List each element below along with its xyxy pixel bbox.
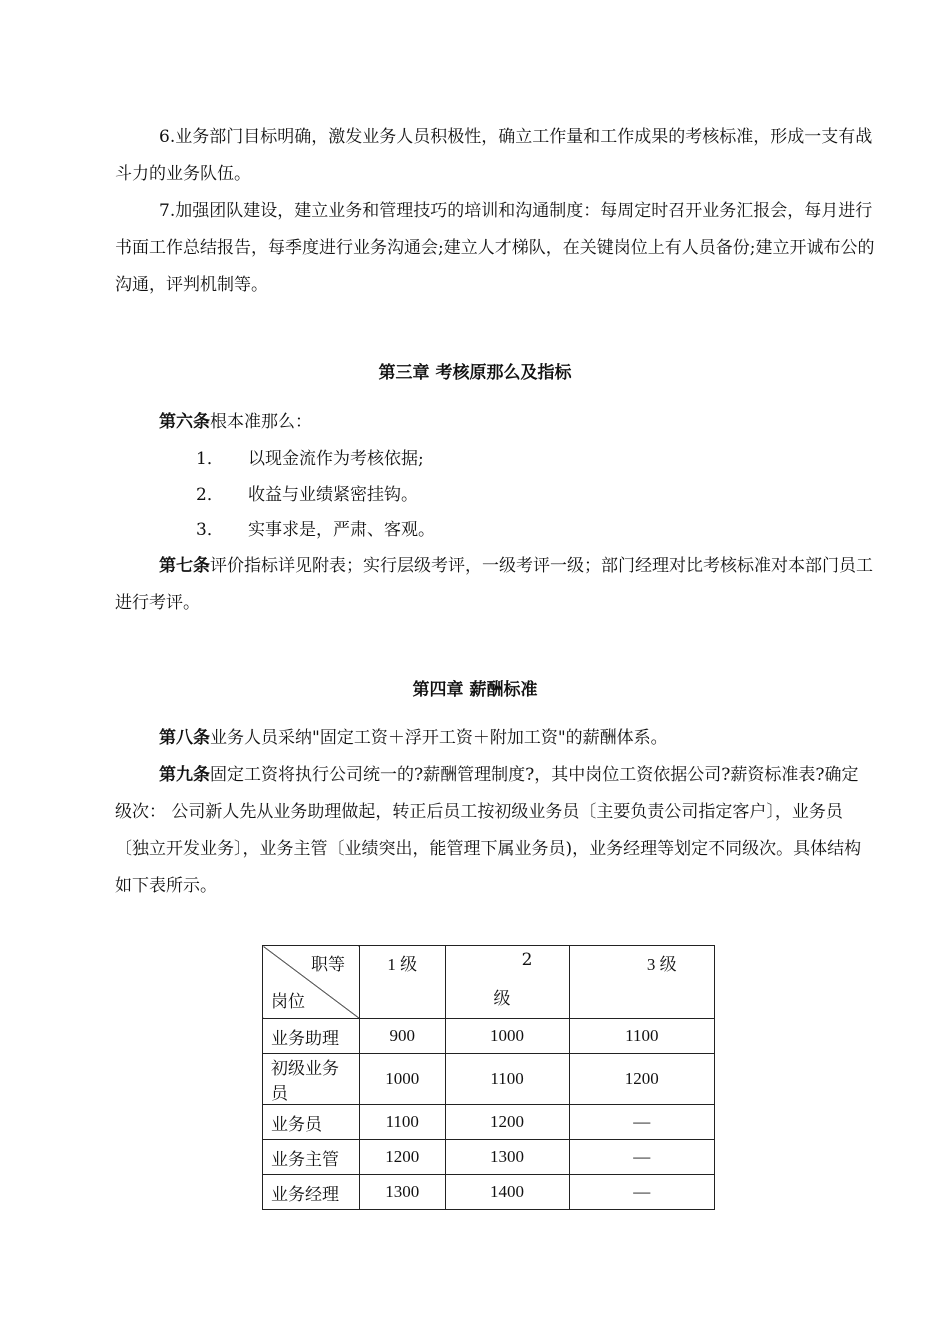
paragraph-6: 6.业务部门目标明确，激发业务人员积极性，确立工作量和工作成果的考核标准，形成一支有战斗力的业务队伍。 [115, 127, 873, 184]
header-grade-3: 3 级 [569, 946, 714, 1019]
article-6-label: 第六条 [159, 412, 210, 432]
table-row: 业务经理 1300 1400 — [263, 1175, 715, 1210]
article-7-text: 评价指标详见附表；实行层级考评，一级考评一级；部门经理对比考核标准对本部门员工进行考评。 [115, 556, 873, 613]
header-grade-2: 2 级 [445, 946, 569, 1019]
table-corner-cell [263, 946, 360, 1019]
chapter-4-heading: 第四章 薪酬标准 [412, 680, 538, 700]
article-6-text: 根本准那么： [210, 412, 312, 432]
article-8-text: 业务人员采纳"固定工资＋浮开工资＋附加工资"的薪酬体系。 [210, 728, 668, 748]
article-6 [115, 404, 875, 441]
corner-grade-label: 职等 [311, 955, 345, 975]
article-7-label: 第七条 [159, 556, 210, 576]
table-header-row [263, 946, 715, 1019]
list-item: 2． 收益与业绩紧密挂钩。 [196, 485, 418, 505]
article-9-label: 第九条 [159, 765, 210, 785]
article-8 [115, 720, 875, 757]
chapter-3-heading: 第三章 考核原那么及指标 [378, 363, 572, 383]
header-grade-1: 1 级 [360, 946, 446, 1019]
article-9 [115, 757, 875, 905]
paragraph-7: 7.加强团队建设，建立业务和管理技巧的培训和沟通制度：每周定时召开业务汇报会，每月进行书面工作总结报告，每季度进行业务沟通会;建立人才梯队，在关键岗位上有人员备份;建立开诚布公的沟通，评判机制等。 [115, 201, 875, 295]
corner-post-label: 岗位 [271, 992, 305, 1012]
article-7 [115, 548, 875, 622]
table-row: 业务主管 1200 1300 — [263, 1140, 715, 1175]
table-row: 业务助理 900 1000 1100 [263, 1019, 715, 1054]
article-9-text: 固定工资将执行公司统一的?薪酬管理制度?，其中岗位工资依据公司?薪资标准表?确定级次： 公司新人先从业务助理做起，转正后员工按初级业务员〔主要负责公司指定客户〕，业务员〔独立开发业务〕，业务主管〔业绩突出，能管理下属业务员)，业务经理等划定不同级次。具体结构如下表所示。 [115, 765, 862, 896]
list-item: 3． 实事求是，严肃、客观。 [196, 520, 435, 540]
list-item: 1． 以现金流作为考核依据; [196, 449, 424, 469]
table-row: 初级业务员 1000 1100 1200 [263, 1054, 715, 1105]
article-8-label: 第八条 [159, 728, 210, 748]
salary-table [262, 945, 715, 1210]
table-row: 业务员 1100 1200 — [263, 1105, 715, 1140]
